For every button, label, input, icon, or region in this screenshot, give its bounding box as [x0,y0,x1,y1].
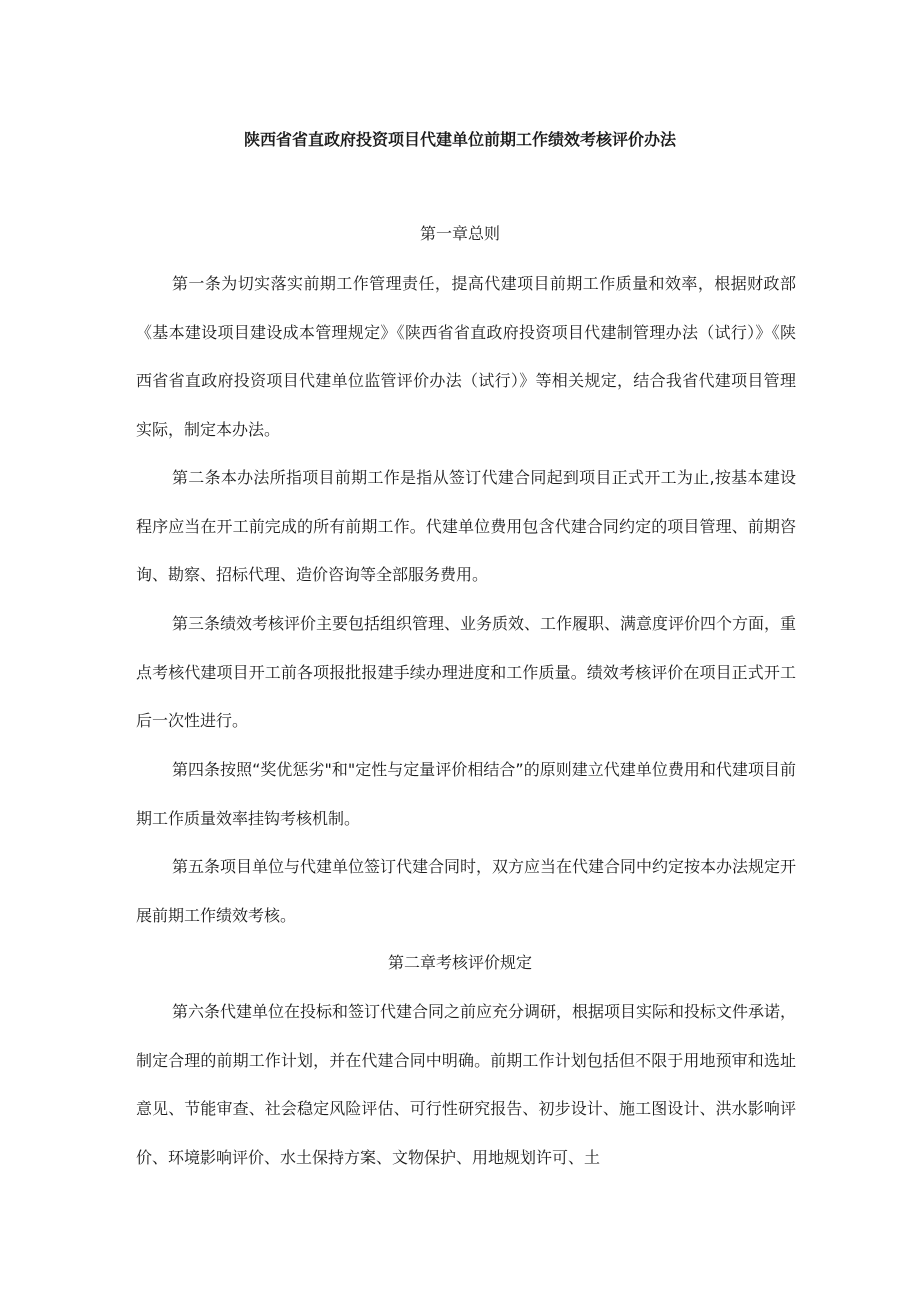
article-6: 第六条代建单位在投标和签订代建合同之前应充分调研，根据项目实际和投标文件承诺，制定合理的前期工作计划，并在代建合同中明确。前期工作计划包括但不限于用地预审和选址意见、节能审查、社会稳定风险评估、可行性研究报告、初步设计、施工图设计、洪水影响评价、环境影响评价、水土保持方案、文物保护、用地规划许可、土 [136,1002,797,1167]
article-2: 第二条本办法所指项目前期工作是指从签订代建合同起到项目正式开工为止,按基本建设程序应当在开工前完成的所有前期工作。代建单位费用包含代建合同约定的项目管理、前期咨询、勘察、招标代理、造价咨询等全部服务费用。 [136,468,796,584]
article-4: 第四条按照“奖优惩劣"和"定性与定量评价相结合”的原则建立代建单位费用和代建项目前期工作质量效率挂钩考核机制。 [136,760,796,828]
chapter-heading-1: 第一章总则 [419,224,500,243]
article-5: 第五条项目单位与代建单位签订代建合同时，双方应当在代建合同中约定按本办法规定开展前期工作绩效考核。 [136,857,797,925]
chapter-heading-2: 第二章考核评价规定 [387,953,532,972]
article-1: 第一条为切实落实前期工作管理责任，提高代建项目前期工作质量和效率，根据财政部《基本建设项目建设成本管理规定》《陕西省省直政府投资项目代建制管理办法（试行）》《陕西省省直政府投资项目代建单位监管评价办法（试行）》等相关规定，结合我省代建项目管理实际，制定本办法。 [136,274,796,439]
article-3: 第三条绩效考核评价主要包括组织管理、业务质效、工作履职、满意度评价四个方面，重点考核代建项目开工前各项报批报建手续办理进度和工作质量。绩效考核评价在项目正式开工后一次性进行。 [136,614,797,730]
document-title: 陕西省省直政府投资项目代建单位前期工作绩效考核评价办法 [243,130,676,149]
